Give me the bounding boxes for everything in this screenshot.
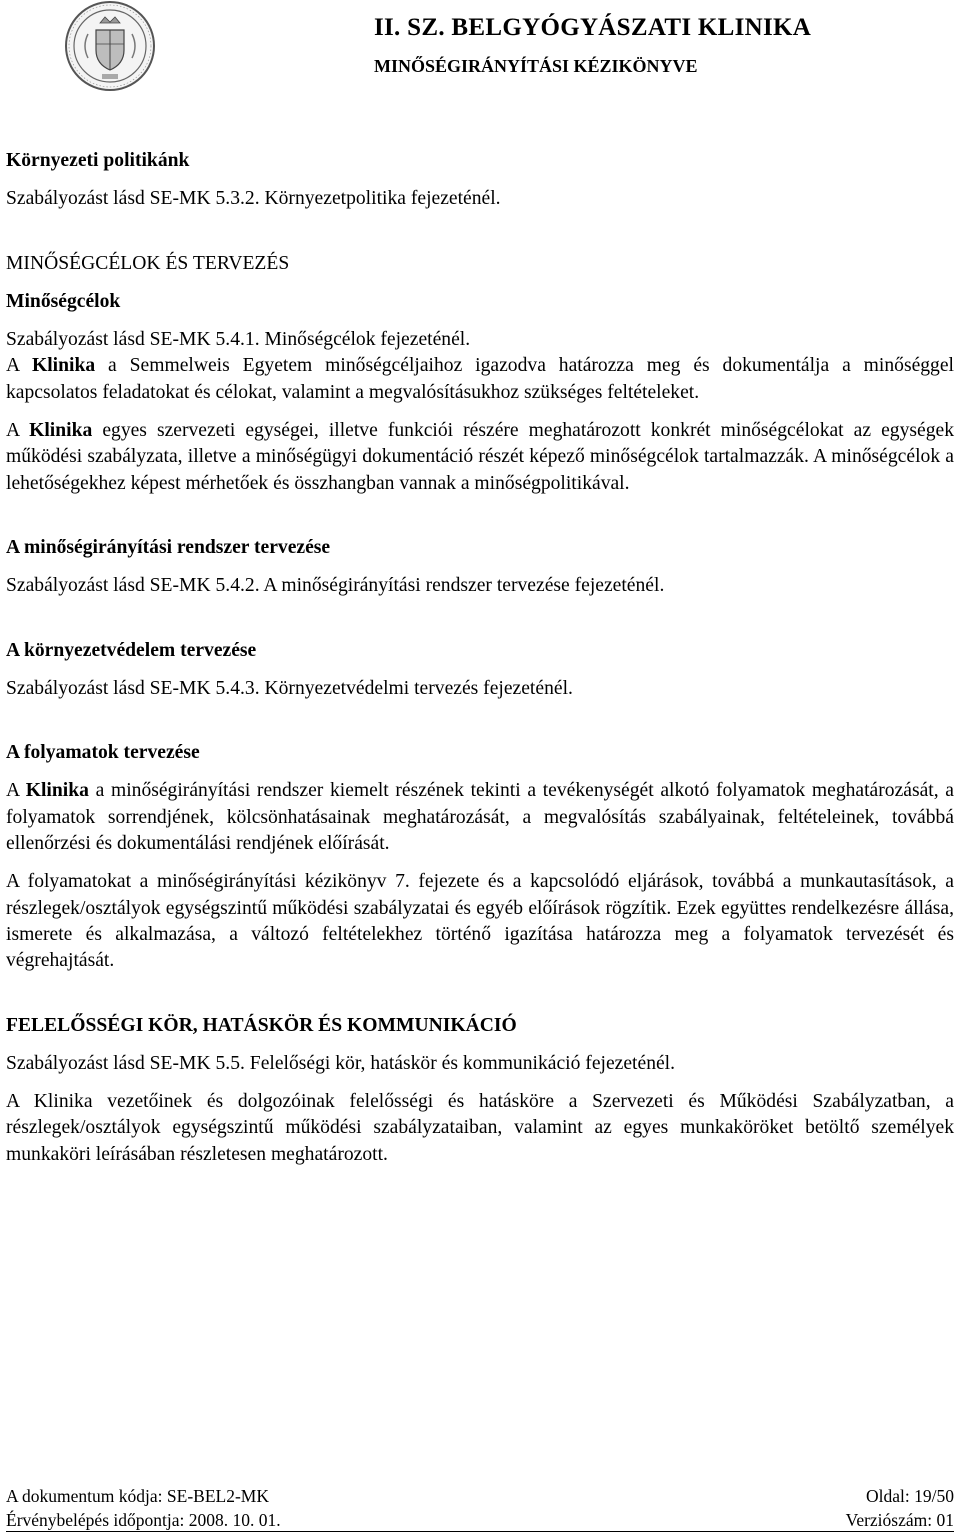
footer-page-number: Oldal: 19/50 xyxy=(866,1486,954,1506)
footer-version: Verziószám: 01 xyxy=(845,1510,954,1530)
paragraph-process-planning-1: A Klinika a minőségirányítási rendszer kiemelt részének tekinti a tevékenységét alkotó folyamatok meghatározását, a folyamatok sorrendjének, kölcsönhatásainak meghatározását, a megvalósítás szabályainak, feltételeinek, továbbá ellenőrzési és dokumentálási rendjének előírását. xyxy=(6,780,954,855)
ref-env-policy: Szabályozást lásd SE-MK 5.3.2. Környezetpolitika fejezeténél. xyxy=(6,188,501,210)
heading-qms-planning: A minőségirányítási rendszer tervezése xyxy=(6,536,331,558)
paragraph-quality-goals-2: A Klinika egyes szervezeti egységei, illetve funkciói részére meghatározott konkrét minőségcélokat az egységek működési szabályzata, illetve a minőségügyi dokumentáció részét képező minőségcélok tartalmazzák. A minőségcélok a lehetőségekhez képest mérhetőek és összhangban vannak a minőségpolitikával. xyxy=(6,420,954,494)
heading-process-planning: A folyamatok tervezése xyxy=(6,742,200,764)
document-body xyxy=(6,148,954,1168)
footer-doc-code: A dokumentum kódja: SE-BEL2-MK xyxy=(6,1486,269,1506)
heading-env-planning: A környezetvédelem tervezése xyxy=(6,639,257,661)
heading-quality-goals: MINŐSÉGCÉLOK ÉS TERVEZÉS xyxy=(6,252,290,274)
heading-env-policy: Környezeti politikánk xyxy=(6,150,190,171)
footer-divider xyxy=(6,1531,954,1532)
ref-env-planning: Szabályozást lásd SE-MK 5.4.3. Környezetvédelmi tervezés fejezeténél. xyxy=(6,677,573,699)
ref-qms-planning: Szabályozást lásd SE-MK 5.4.2. A minőségirányítási rendszer tervezése fejezeténél. xyxy=(6,575,665,597)
heading-responsibility: FELELŐSSÉGI KÖR, HATÁSKÖR ÉS KOMMUNIKÁCIÓ xyxy=(6,1014,517,1036)
page-header xyxy=(0,0,960,100)
paragraph-process-planning-2: A folyamatokat a minőségirányítási kézikönyv 7. fejezete és a kapcsolódó eljárások, továbbá a munkautasítások, a részlegek/osztályok egységszintű működési szabályzatai és egyéb előírások rögzítik. Ezek együttes rendelkezésre állása, ismerete és alkalmazása, a változó feltételekhez történő igazítása határozza meg a folyamatok tervezését és végrehajtását. xyxy=(6,871,954,972)
subheading-quality-goals: Minőségcélok xyxy=(6,290,121,312)
footer-effective-date: Érvénybelépés időpontja: 2008. 10. 01. xyxy=(6,1510,281,1530)
ref-quality-goals: Szabályozást lásd SE-MK 5.4.1. Minőségcélok fejezeténél. xyxy=(6,329,471,351)
page-footer xyxy=(6,1484,954,1532)
paragraph-responsibility: A Klinika vezetőinek és dolgozóinak felelősségi és hatásköre a Szervezeti és Működési Szabályzatban, a részlegek/osztályok egységszintű működési szabályzataiban, valamint az egyes munkaköröket betöltő személyek munkaköri leírásában részletesen meghatározott. xyxy=(6,1091,954,1165)
paragraph-quality-goals-1: A Klinika a Semmelweis Egyetem minőségcéljaihoz igazodva határozza meg és dokumentálja a minőséggel kapcsolatos feladatokat és célokat, valamint a megvalósításukhoz szükséges feltételeket. xyxy=(6,355,954,403)
header-title: II. SZ. BELGYÓGYÁSZATI KLINIKA xyxy=(374,14,812,41)
header-subtitle: MINŐSÉGIRÁNYÍTÁSI KÉZIKÖNYVE xyxy=(374,56,698,76)
university-seal-icon xyxy=(64,0,156,92)
ref-responsibility: Szabályozást lásd SE-MK 5.5. Felelőségi kör, hatáskör és kommunikáció fejezeténél. xyxy=(6,1052,676,1074)
